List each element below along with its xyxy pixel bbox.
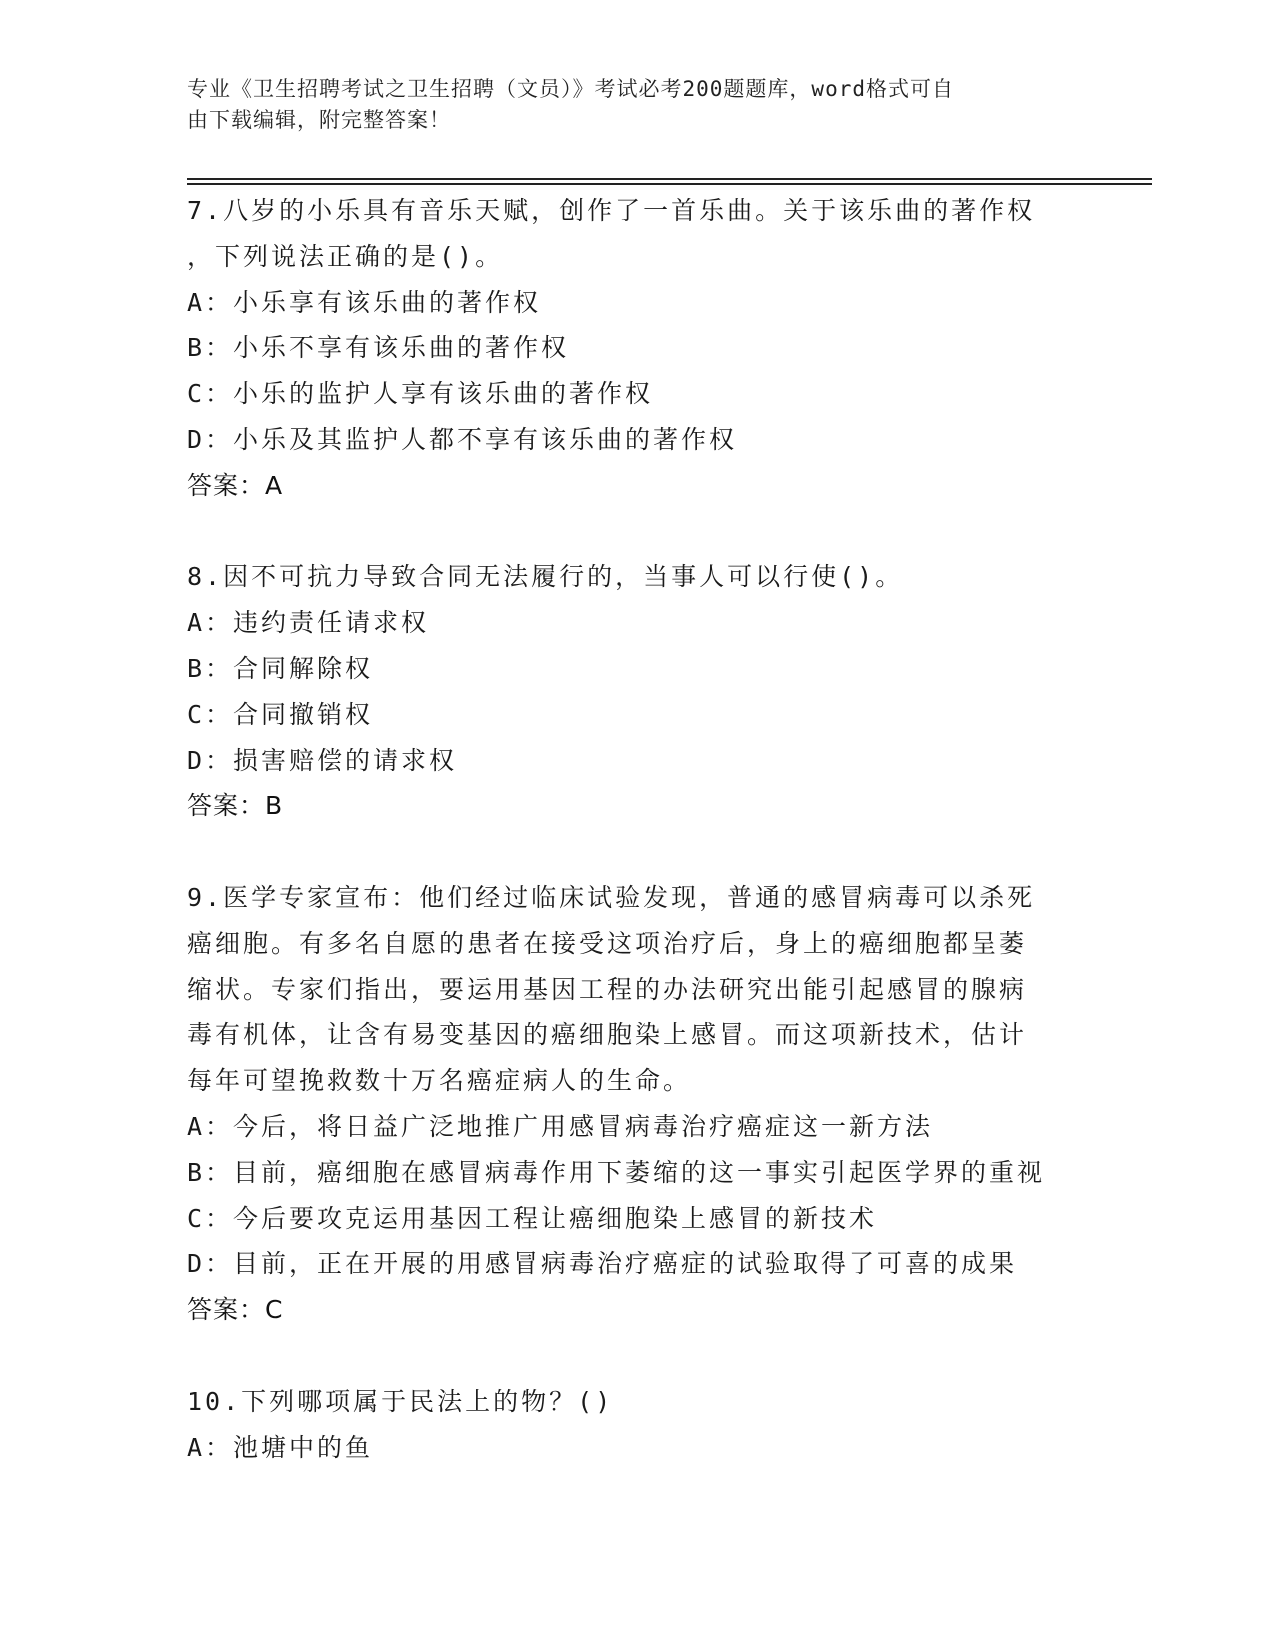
question-stem-line: 9.医学专家宣布：他们经过临床试验发现，普通的感冒病毒可以杀死 xyxy=(187,882,1036,912)
spacer xyxy=(187,509,1087,555)
question-stem-line: ，下列说法正确的是()。 xyxy=(187,241,504,271)
question-stem-line: 8.因不可抗力导致合同无法履行的，当事人可以行使()。 xyxy=(187,562,904,592)
document-header xyxy=(187,74,1067,136)
spacer xyxy=(187,829,1087,875)
questions-list xyxy=(187,188,1087,1470)
option-a: A：违约责任请求权 xyxy=(187,608,430,638)
question-stem-line: 癌细胞。有多名自愿的患者在接受这项治疗后，身上的癌细胞都呈萎 xyxy=(187,928,1028,958)
option-d: D：损害赔偿的请求权 xyxy=(187,745,458,775)
option-d: D：目前，正在开展的用感冒病毒治疗癌症的试验取得了可喜的成果 xyxy=(187,1249,1018,1279)
option-b: B：合同解除权 xyxy=(187,653,374,683)
option-a: A：今后，将日益广泛地推广用感冒病毒治疗癌症这一新方法 xyxy=(187,1111,934,1141)
option-b: B：目前，癌细胞在感冒病毒作用下萎缩的这一事实引起医学界的重视 xyxy=(187,1157,1046,1187)
question-stem-line: 7.八岁的小乐具有音乐天赋，创作了一首乐曲。关于该乐曲的著作权 xyxy=(187,196,1036,225)
header-rule-top xyxy=(187,178,1152,180)
option-c: C：今后要攻克运用基因工程让癌细胞染上感冒的新技术 xyxy=(187,1203,878,1233)
question-stem-line: 毒有机体，让含有易变基因的癌细胞染上感冒。而这项新技术，估计 xyxy=(187,1020,1028,1050)
answer-line: 答案：A xyxy=(187,470,284,500)
header-line-2: 由下载编辑，附完整答案！ xyxy=(187,108,451,132)
question-stem-line: 10.下列哪项属于民法上的物？() xyxy=(187,1386,614,1416)
option-c: C：小乐的监护人享有该乐曲的著作权 xyxy=(187,379,654,409)
question-stem-line: 缩状。专家们指出，要运用基因工程的办法研究出能引起感冒的腺病 xyxy=(187,974,1028,1004)
option-d: D：小乐及其监护人都不享有该乐曲的著作权 xyxy=(187,424,738,454)
option-a: A：池塘中的鱼 xyxy=(187,1432,374,1462)
question-9 xyxy=(187,875,1087,1333)
header-rule-bottom xyxy=(187,183,1152,185)
header-line-1: 专业《卫生招聘考试之卫生招聘（文员）》考试必考200题题库，word格式可自 xyxy=(187,77,954,101)
question-8 xyxy=(187,554,1087,829)
question-10 xyxy=(187,1379,1087,1471)
question-stem-line: 每年可望挽救数十万名癌症病人的生命。 xyxy=(187,1066,692,1096)
spacer xyxy=(187,1333,1087,1379)
option-c: C：合同撤销权 xyxy=(187,699,374,729)
answer-line: 答案：B xyxy=(187,791,284,821)
question-7 xyxy=(187,188,1087,509)
option-b: B：小乐不享有该乐曲的著作权 xyxy=(187,333,570,363)
option-a: A：小乐享有该乐曲的著作权 xyxy=(187,287,542,317)
answer-line: 答案：C xyxy=(187,1295,284,1325)
